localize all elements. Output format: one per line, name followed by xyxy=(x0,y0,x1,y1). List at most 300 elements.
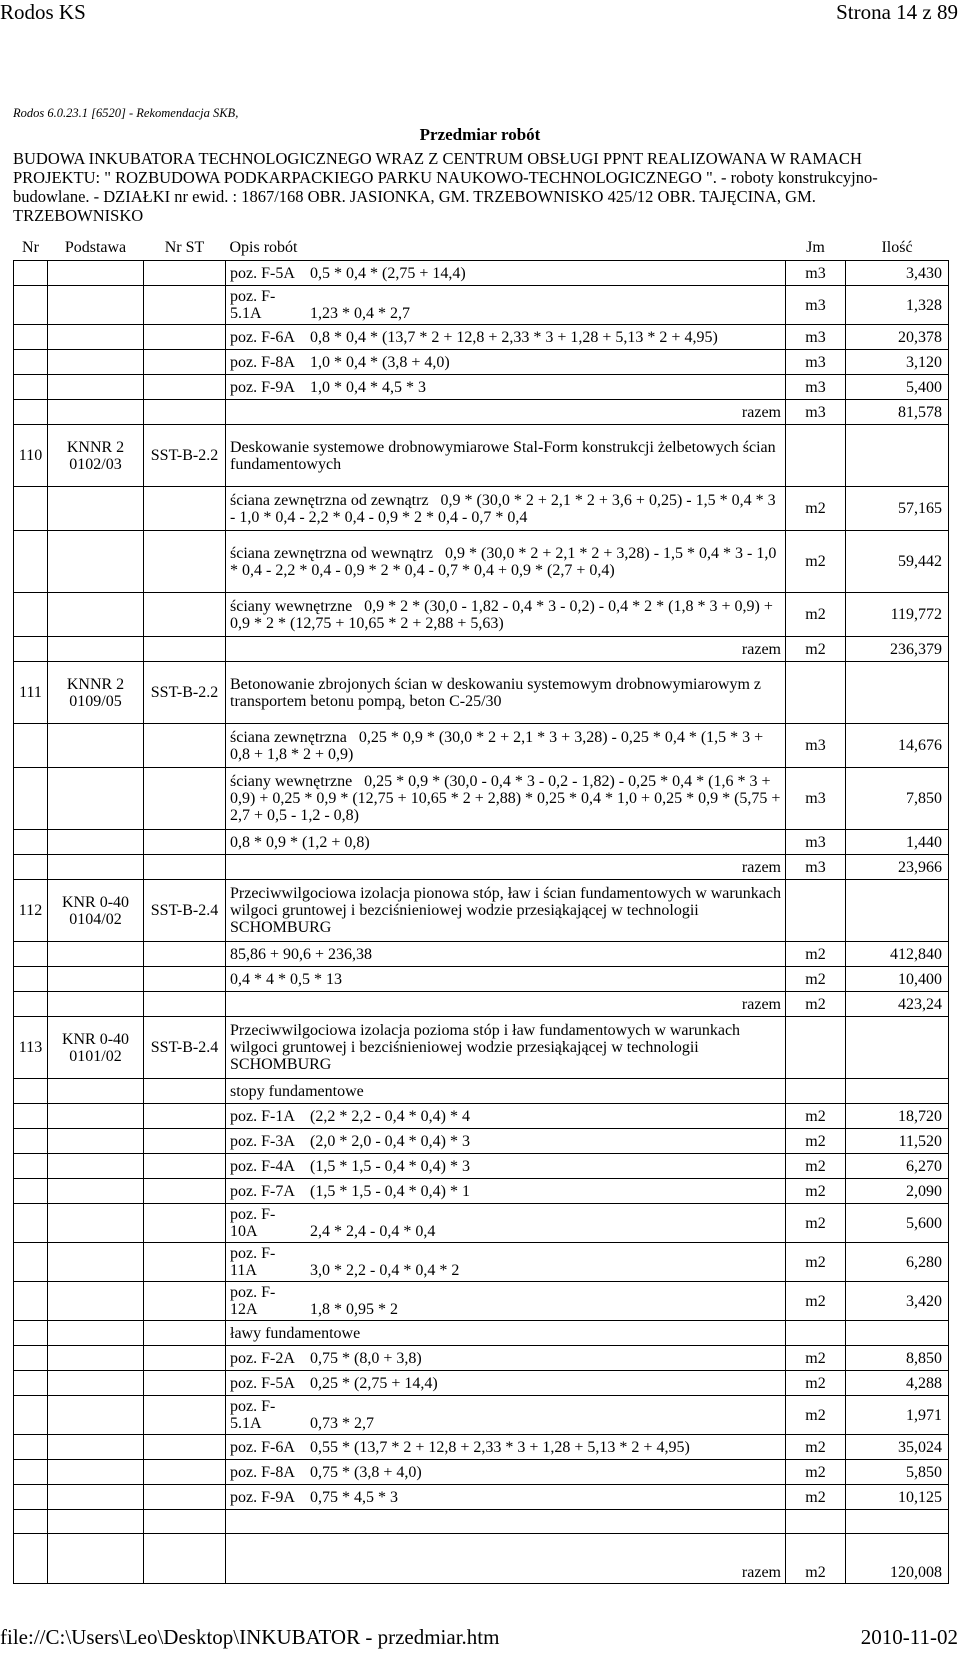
table-row xyxy=(14,286,949,325)
empty-cell xyxy=(48,967,144,992)
measure-label: poz. F-8A xyxy=(230,353,295,371)
measure-description xyxy=(226,1204,786,1243)
file-path: file://C:\Users\Leo\Desktop\INKUBATOR - przedmiar.htm xyxy=(0,1625,500,1649)
measure-description xyxy=(226,325,786,350)
measure-formula: (2,0 * 2,0 - 0,4 * 0,4) * 3 xyxy=(310,1132,470,1150)
empty-cell xyxy=(48,1179,144,1204)
empty-cell xyxy=(48,992,144,1017)
empty-cell xyxy=(14,1129,48,1154)
empty-cell xyxy=(14,992,48,1017)
measure-description: ściany wewnętrzne 0,9 * 2 * (30,0 - 1,82 - 0,4 * 3 - 0,2) - 0,4 * 2 * (1,8 * 3 + 0,9) + 0,9 * 2 * (12,75 + 10,65 * 2 + 2,88 + 5,63) xyxy=(226,593,786,637)
unit-cell: m2 xyxy=(786,1435,846,1460)
measure-formula: 2,4 * 2,4 - 0,4 * 0,4 xyxy=(310,1223,436,1240)
empty-cell xyxy=(48,487,144,531)
table-row xyxy=(14,1346,949,1371)
measure-formula: 1,0 * 0,4 * 4,5 * 3 xyxy=(310,378,426,396)
empty-cell xyxy=(48,350,144,375)
total-label: razem xyxy=(226,637,786,662)
position-spec: SST-B-2.4 xyxy=(144,880,226,942)
empty-cell xyxy=(48,1129,144,1154)
qty-cell xyxy=(846,1017,949,1079)
measure-description xyxy=(226,350,786,375)
measure-formula: 1,23 * 0,4 * 2,7 xyxy=(310,305,410,322)
measure-label: poz. F-4A xyxy=(230,1157,295,1175)
quantity-cell: 11,520 xyxy=(846,1129,949,1154)
quantity-cell: 20,378 xyxy=(846,325,949,350)
measure-description: 0,8 * 0,9 * (1,2 + 0,8) xyxy=(226,830,786,855)
unit-cell: m3 xyxy=(786,724,846,768)
empty-cell xyxy=(144,325,226,350)
empty-cell xyxy=(144,1154,226,1179)
table-row xyxy=(14,325,949,350)
measure-description xyxy=(226,1371,786,1396)
table-row xyxy=(14,1079,949,1104)
quantity-cell: 412,840 xyxy=(846,942,949,967)
measure-label: poz. F-10A xyxy=(230,1206,276,1240)
empty-cell xyxy=(144,967,226,992)
table-row xyxy=(14,1179,949,1204)
empty-cell xyxy=(14,1460,48,1485)
empty-cell xyxy=(48,1079,144,1104)
empty-cell xyxy=(48,830,144,855)
measure-label: poz. F-6A xyxy=(230,1438,295,1456)
position-row xyxy=(14,425,949,487)
empty-cell xyxy=(14,261,48,286)
table-row xyxy=(14,1154,949,1179)
measure-formula: 1,8 * 0,95 * 2 xyxy=(310,1301,398,1318)
empty-cell xyxy=(48,1485,144,1510)
empty-cell xyxy=(144,261,226,286)
unit-cell: m3 xyxy=(786,325,846,350)
col-podstawa: Podstawa xyxy=(64,239,127,256)
empty-cell xyxy=(144,1129,226,1154)
unit-cell xyxy=(786,1510,846,1534)
jm-cell xyxy=(786,880,846,942)
empty-cell xyxy=(14,1179,48,1204)
jm-cell xyxy=(786,662,846,724)
measure-formula: 0,25 * (2,75 + 14,4) xyxy=(310,1374,438,1392)
position-basis xyxy=(48,662,144,724)
table-row xyxy=(14,724,949,768)
position-spec: SST-B-2.2 xyxy=(144,425,226,487)
empty-cell xyxy=(48,1460,144,1485)
quantity-cell: 5,400 xyxy=(846,375,949,400)
measure-description: stopy fundamentowe xyxy=(226,1079,786,1104)
basis-catalog: KNR 0-40 xyxy=(61,1030,130,1048)
measure-description xyxy=(226,286,786,325)
quantity-cell: 236,379 xyxy=(846,637,949,662)
empty-cell xyxy=(144,1243,226,1282)
basis-catalog: KNNR 2 xyxy=(66,675,125,693)
table-body xyxy=(14,261,949,1584)
empty-cell xyxy=(144,1079,226,1104)
unit-cell: m3 xyxy=(786,855,846,880)
empty-cell xyxy=(48,286,144,325)
basis-table: 0101/02 xyxy=(69,1047,122,1065)
quantity-cell: 5,600 xyxy=(846,1204,949,1243)
col-ilosc: Ilość xyxy=(881,239,913,256)
empty-cell xyxy=(14,1396,48,1435)
measure-description xyxy=(226,1346,786,1371)
quantity-cell: 81,578 xyxy=(846,400,949,425)
measure-description xyxy=(226,1104,786,1129)
measure-description xyxy=(226,1154,786,1179)
measure-description: ściana zewnętrzna od zewnątrz 0,9 * (30,0 * 2 + 2,1 * 2 + 3,6 + 0,25) - 1,5 * 0,4 * 3 - 1,0 * 0,4 - 2,2 * 0,4 - 0,9 * 2 * 0,4 - 0,7 * 0,4 xyxy=(226,487,786,531)
measure-description xyxy=(226,1243,786,1282)
table-row xyxy=(14,531,949,593)
measure-description: ławy fundamentowe xyxy=(226,1321,786,1346)
empty-cell xyxy=(14,830,48,855)
measure-description xyxy=(226,1485,786,1510)
empty-cell xyxy=(144,593,226,637)
quantity-cell: 1,971 xyxy=(846,1396,949,1435)
empty-cell xyxy=(144,487,226,531)
col-jm: Jm xyxy=(806,239,825,256)
empty-cell xyxy=(144,531,226,593)
empty-cell xyxy=(48,1321,144,1346)
empty-cell xyxy=(48,261,144,286)
unit-cell: m2 xyxy=(786,1534,846,1584)
empty-cell xyxy=(48,1154,144,1179)
total-label: razem xyxy=(226,992,786,1017)
measure-description: 0,4 * 4 * 0,5 * 13 xyxy=(226,967,786,992)
empty-cell xyxy=(14,1079,48,1104)
measure-formula: (1,5 * 1,5 - 0,4 * 0,4) * 1 xyxy=(310,1182,470,1200)
empty-cell xyxy=(144,1179,226,1204)
quantity-cell: 4,288 xyxy=(846,1371,949,1396)
empty-cell xyxy=(48,1243,144,1282)
measure-label: poz. F-7A xyxy=(230,1182,295,1200)
quantity-cell: 7,850 xyxy=(846,768,949,830)
quantity-cell xyxy=(846,1510,949,1534)
empty-cell xyxy=(14,1371,48,1396)
empty-cell xyxy=(48,593,144,637)
empty-cell xyxy=(48,1435,144,1460)
measure-label: poz. F-8A xyxy=(230,1463,295,1481)
quantity-cell: 6,270 xyxy=(846,1154,949,1179)
total-row xyxy=(14,855,949,880)
empty-cell xyxy=(14,967,48,992)
unit-cell: m2 xyxy=(786,1485,846,1510)
measure-formula: 3,0 * 2,2 - 0,4 * 0,4 * 2 xyxy=(310,1262,460,1279)
table-row xyxy=(14,487,949,531)
col-opis: Opis robót xyxy=(229,239,298,256)
page-number: Strona 14 z 89 xyxy=(836,0,958,24)
position-description: Przeciwwilgociowa izolacja pionowa stóp, ław i ścian fundamentowych w warunkach wilgoci gruntowej i bezciśnieniowej wodzie przesiąkającej w technologii SCHOMBURG xyxy=(226,880,786,942)
empty-cell xyxy=(144,637,226,662)
empty-cell xyxy=(14,1485,48,1510)
measure-description xyxy=(226,1129,786,1154)
unit-cell: m2 xyxy=(786,1282,846,1321)
empty-cell xyxy=(48,1396,144,1435)
measure-formula: (2,2 * 2,2 - 0,4 * 0,4) * 4 xyxy=(310,1107,470,1125)
empty-cell xyxy=(14,531,48,593)
empty-cell xyxy=(48,400,144,425)
jm-cell xyxy=(786,425,846,487)
empty-cell xyxy=(14,375,48,400)
position-row xyxy=(14,1017,949,1079)
empty-cell xyxy=(144,942,226,967)
total-label: razem xyxy=(226,400,786,425)
measure-label: poz. F-5A xyxy=(230,1374,295,1392)
empty-cell xyxy=(14,593,48,637)
measure-label: poz. F-9A xyxy=(230,378,295,396)
empty-cell xyxy=(48,531,144,593)
unit-cell: m2 xyxy=(786,1396,846,1435)
empty-cell xyxy=(48,1346,144,1371)
table-row xyxy=(14,261,949,286)
empty-cell xyxy=(144,1204,226,1243)
measure-description: ściany wewnętrzne 0,25 * 0,9 * (30,0 - 0,4 * 3 - 0,2 - 1,82) - 0,25 * 0,4 * (1,6 * 3 + 0,9) + 0,25 * 0,9 * (12,75 + 10,65 * 2 + 2,88) * 0,25 * 0,4 * 1,0 + 0,25 * 0,9 * (5,75 + 2,7 + 0,5 - 1,2 - 0,8) xyxy=(226,768,786,830)
basis-catalog: KNR 0-40 xyxy=(61,893,130,911)
empty-cell xyxy=(48,637,144,662)
unit-cell: m3 xyxy=(786,375,846,400)
position-row xyxy=(14,880,949,942)
empty-cell xyxy=(144,1435,226,1460)
unit-cell xyxy=(786,1321,846,1346)
quantity-cell xyxy=(846,1079,949,1104)
measure-description: ściana zewnętrzna od wewnątrz 0,9 * (30,0 * 2 + 2,1 * 2 + 3,28) - 1,5 * 0,4 * 3 - 1,0 * 0,4 - 2,2 * 0,4 - 0,9 * 2 * 0,4 - 0,7 * 0,4 + 0,9 * (2,7 + 0,4) xyxy=(226,531,786,593)
quantity-cell xyxy=(846,1321,949,1346)
measure-label: poz. F-1A xyxy=(230,1107,295,1125)
estimate-table xyxy=(13,235,949,1584)
table-header xyxy=(14,235,949,261)
empty-cell xyxy=(48,1104,144,1129)
quantity-cell: 423,24 xyxy=(846,992,949,1017)
measure-description xyxy=(226,1460,786,1485)
total-row xyxy=(14,400,949,425)
unit-cell: m2 xyxy=(786,1154,846,1179)
measure-description xyxy=(226,261,786,286)
empty-cell xyxy=(14,1104,48,1129)
table-row xyxy=(14,1129,949,1154)
table-row xyxy=(14,1104,949,1129)
unit-cell: m2 xyxy=(786,967,846,992)
quantity-cell: 14,676 xyxy=(846,724,949,768)
quantity-cell: 1,440 xyxy=(846,830,949,855)
unit-cell xyxy=(786,1079,846,1104)
position-description: Deskowanie systemowe drobnowymiarowe Stal-Form konstrukcji żelbetowych ścian fundamentowych xyxy=(226,425,786,487)
table-row xyxy=(14,593,949,637)
table-row xyxy=(14,942,949,967)
total-label: razem xyxy=(226,855,786,880)
empty-cell xyxy=(144,1371,226,1396)
empty-cell xyxy=(48,855,144,880)
table-row xyxy=(14,1485,949,1510)
position-number: 110 xyxy=(14,425,48,487)
measure-label: poz. F-5A xyxy=(230,264,295,282)
unit-cell: m2 xyxy=(786,1243,846,1282)
measure-label: poz. F-11A xyxy=(230,1245,276,1279)
measure-label: poz. F-5.1A xyxy=(230,1398,276,1432)
empty-cell xyxy=(14,487,48,531)
empty-cell xyxy=(144,1104,226,1129)
empty-cell xyxy=(48,942,144,967)
unit-cell: m2 xyxy=(786,992,846,1017)
table-row xyxy=(14,1204,949,1243)
empty-cell xyxy=(144,830,226,855)
empty-cell xyxy=(14,400,48,425)
quantity-cell: 23,966 xyxy=(846,855,949,880)
empty-cell xyxy=(144,1510,226,1534)
col-nrst: Nr ST xyxy=(164,239,205,256)
measure-label: poz. F-5.1A xyxy=(230,288,276,322)
basis-table: 0102/03 xyxy=(69,455,122,473)
basis-table: 0104/02 xyxy=(69,910,122,928)
position-spec: SST-B-2.4 xyxy=(144,1017,226,1079)
measure-label: poz. F-3A xyxy=(230,1132,295,1150)
quantity-cell: 1,328 xyxy=(846,286,949,325)
quantity-cell: 10,125 xyxy=(846,1485,949,1510)
unit-cell: m2 xyxy=(786,1346,846,1371)
empty-cell xyxy=(14,724,48,768)
quantity-cell: 8,850 xyxy=(846,1346,949,1371)
measure-formula: (1,5 * 1,5 - 0,4 * 0,4) * 3 xyxy=(310,1157,470,1175)
unit-cell: m2 xyxy=(786,1460,846,1485)
empty-cell xyxy=(14,1435,48,1460)
empty-cell xyxy=(144,768,226,830)
unit-cell: m3 xyxy=(786,286,846,325)
empty-cell xyxy=(144,1321,226,1346)
app-title: Rodos KS xyxy=(0,0,86,24)
empty-cell xyxy=(144,375,226,400)
document-title: Przedmiar robót xyxy=(419,125,541,144)
table-row xyxy=(14,1282,949,1321)
quantity-cell: 57,165 xyxy=(846,487,949,531)
empty-cell xyxy=(14,637,48,662)
empty-cell xyxy=(14,855,48,880)
empty-cell xyxy=(14,1534,48,1584)
empty-cell xyxy=(144,286,226,325)
empty-cell xyxy=(14,1154,48,1179)
measure-description xyxy=(226,1396,786,1435)
quantity-cell: 119,772 xyxy=(846,593,949,637)
print-date: 2010-11-02 xyxy=(860,1625,958,1649)
table-row xyxy=(14,1396,949,1435)
unit-cell: m3 xyxy=(786,768,846,830)
unit-cell: m3 xyxy=(786,350,846,375)
empty-cell xyxy=(14,286,48,325)
unit-cell: m3 xyxy=(786,261,846,286)
empty-cell xyxy=(144,855,226,880)
quantity-cell: 3,420 xyxy=(846,1282,949,1321)
quantity-cell: 18,720 xyxy=(846,1104,949,1129)
position-description: Betonowanie zbrojonych ścian w deskowaniu systemowym drobnowymiarowym z transportem betonu pompą, beton C-25/30 xyxy=(226,662,786,724)
position-number: 113 xyxy=(14,1017,48,1079)
total-row xyxy=(14,637,949,662)
table-row xyxy=(14,1371,949,1396)
empty-cell xyxy=(48,768,144,830)
project-description: BUDOWA INKUBATORA TECHNOLOGICZNEGO WRAZ Z CENTRUM OBSŁUGI PPNT REALIZOWANA W RAMACH PROJEKTU: " ROZBUDOWA PODKARPACKIEGO PARKU NAUKOWO-TECHNOLOGICZNEGO ". - roboty konstrukcyjno-budowlane. - DZIAŁKI nr ewid. : 1867/168 OBR. JASIONKA, GM. TRZEBOWNISKO 425/12 OBR. TAJĘCINA, GM. TRZEBOWNISKO xyxy=(13,149,878,225)
measure-label: poz. F-12A xyxy=(230,1284,276,1318)
empty-cell xyxy=(14,1282,48,1321)
unit-cell: m2 xyxy=(786,942,846,967)
empty-cell xyxy=(144,1346,226,1371)
basis-catalog: KNNR 2 xyxy=(66,438,125,456)
unit-cell: m3 xyxy=(786,400,846,425)
measure-description xyxy=(226,1179,786,1204)
empty-cell xyxy=(144,1396,226,1435)
measure-description: ściana zewnętrzna 0,25 * 0,9 * (30,0 * 2 + 2,1 * 3 + 3,28) - 0,25 * 0,4 * (1,5 * 3 + 0,8 + 1,8 * 2 + 0,9) xyxy=(226,724,786,768)
position-basis xyxy=(48,1017,144,1079)
total-row xyxy=(14,1534,949,1584)
unit-cell: m2 xyxy=(786,1104,846,1129)
measure-formula: 0,75 * (8,0 + 3,8) xyxy=(310,1349,422,1367)
empty-cell xyxy=(144,992,226,1017)
measure-formula: 0,75 * 4,5 * 3 xyxy=(310,1488,398,1506)
table-row xyxy=(14,768,949,830)
measure-description xyxy=(226,1510,786,1534)
quantity-cell: 2,090 xyxy=(846,1179,949,1204)
unit-cell: m2 xyxy=(786,1129,846,1154)
empty-cell xyxy=(144,724,226,768)
total-row xyxy=(14,992,949,1017)
measure-formula: 0,8 * 0,4 * (13,7 * 2 + 12,8 + 2,33 * 3 + 1,28 + 5,13 * 2 + 4,95) xyxy=(310,328,718,346)
empty-cell xyxy=(14,942,48,967)
measure-formula: 0,55 * (13,7 * 2 + 12,8 + 2,33 * 3 + 1,28 + 5,13 * 2 + 4,95) xyxy=(310,1438,690,1456)
measure-formula: 0,5 * 0,4 * (2,75 + 14,4) xyxy=(310,264,466,282)
empty-cell xyxy=(14,1204,48,1243)
measure-description: 85,86 + 90,6 + 236,38 xyxy=(226,942,786,967)
unit-cell: m2 xyxy=(786,531,846,593)
empty-cell xyxy=(48,724,144,768)
empty-cell xyxy=(48,1510,144,1534)
empty-cell xyxy=(48,1534,144,1584)
empty-cell xyxy=(48,1282,144,1321)
table-row xyxy=(14,1460,949,1485)
jm-cell xyxy=(786,1017,846,1079)
quantity-cell: 59,442 xyxy=(846,531,949,593)
col-nr: Nr xyxy=(22,239,39,256)
position-row xyxy=(14,662,949,724)
quantity-cell: 6,280 xyxy=(846,1243,949,1282)
empty-cell xyxy=(14,1510,48,1534)
empty-cell xyxy=(144,350,226,375)
empty-cell xyxy=(48,375,144,400)
table-row xyxy=(14,1510,949,1534)
empty-cell xyxy=(14,325,48,350)
empty-cell xyxy=(48,1204,144,1243)
quantity-cell: 5,850 xyxy=(846,1460,949,1485)
unit-cell: m3 xyxy=(786,830,846,855)
version-line: Rodos 6.0.23.1 [6520] - Rekomendacja SKB, xyxy=(13,106,239,120)
table-row xyxy=(14,1321,949,1346)
position-description: Przeciwwilgociowa izolacja pozioma stóp i ław fundamentowych w warunkach wilgoci gruntowej i bezciśnieniowej wodzie przesiąkającej w technologii SCHOMBURG xyxy=(226,1017,786,1079)
measure-description xyxy=(226,1435,786,1460)
quantity-cell: 35,024 xyxy=(846,1435,949,1460)
empty-cell xyxy=(14,350,48,375)
measure-label: poz. F-9A xyxy=(230,1488,295,1506)
quantity-cell: 3,430 xyxy=(846,261,949,286)
empty-cell xyxy=(144,1282,226,1321)
empty-cell xyxy=(144,1485,226,1510)
empty-cell xyxy=(48,325,144,350)
qty-cell xyxy=(846,662,949,724)
table-row xyxy=(14,375,949,400)
position-number: 111 xyxy=(14,662,48,724)
total-label: razem xyxy=(226,1534,786,1584)
empty-cell xyxy=(144,1460,226,1485)
empty-cell xyxy=(14,1321,48,1346)
measure-formula: 0,73 * 2,7 xyxy=(310,1415,374,1432)
unit-cell: m2 xyxy=(786,1371,846,1396)
table-row xyxy=(14,967,949,992)
measure-label: poz. F-2A xyxy=(230,1349,295,1367)
basis-table: 0109/05 xyxy=(69,692,122,710)
position-number: 112 xyxy=(14,880,48,942)
measure-formula: 1,0 * 0,4 * (3,8 + 4,0) xyxy=(310,353,450,371)
unit-cell: m2 xyxy=(786,593,846,637)
